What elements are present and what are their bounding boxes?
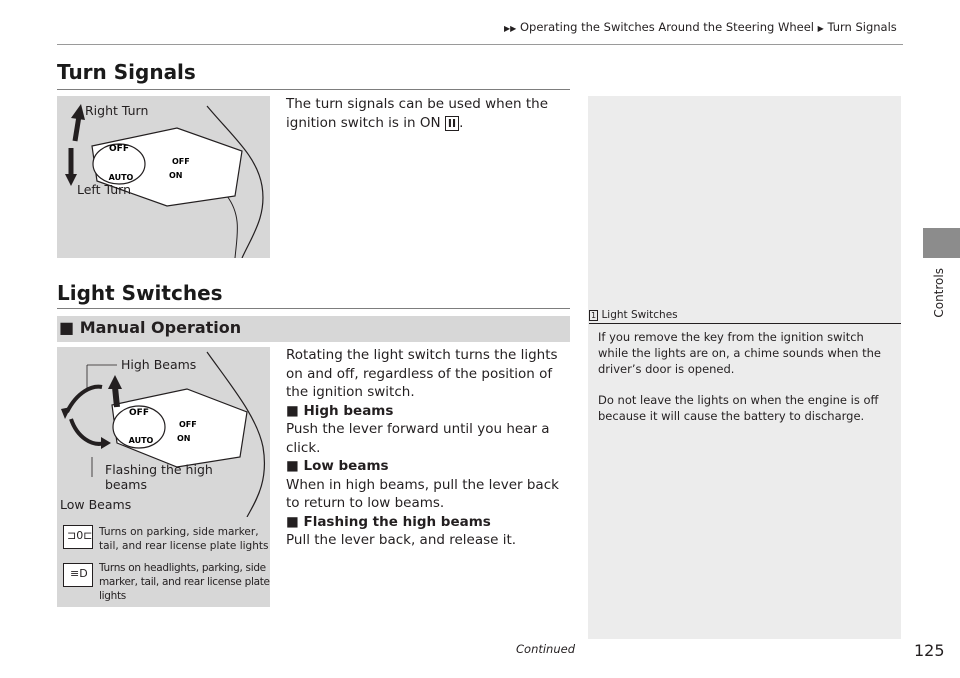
legend-parking-text: Turns on parking, side marker, tail, and rear license plate lights (99, 526, 269, 552)
turn-signal-lever-illustration (57, 96, 270, 258)
knob-label-off-2: OFF (179, 420, 197, 429)
note-para-2: Do not leave the lights on when the engine is off because it will cause the battery to discharge. (598, 393, 879, 423)
low-beams-heading: ■ Low beams (286, 458, 389, 474)
light-switches-body (286, 346, 571, 550)
arrow-down-icon (65, 174, 77, 186)
flashing-text: Pull the lever back, and release it. (286, 532, 517, 548)
light-switch-figure (57, 347, 270, 607)
section-rule (57, 308, 570, 309)
arrow-forward-icon (108, 375, 122, 389)
flashing-heading: ■ Flashing the high beams (286, 513, 491, 530)
note-para-1: If you remove the key from the ignition switch while the lights are on, a chime sounds when the driver’s door is opened. (598, 330, 881, 376)
turn-signals-body: The turn signals can be used when the ignition switch is in ON II . (286, 96, 549, 131)
breadcrumb-part2: Turn Signals (827, 20, 897, 34)
breadcrumb (504, 20, 897, 34)
header-rule (57, 44, 903, 45)
arrow-back-icon (101, 437, 111, 449)
knob-label-on: ON (169, 171, 183, 180)
label-low-beams: Low Beams (60, 497, 132, 512)
knob-label-auto: AUTO (108, 173, 134, 182)
label-left-turn: Left Turn (77, 182, 131, 197)
note-title: 1 Light Switches (591, 309, 678, 321)
note-rule (589, 323, 901, 324)
high-beams-heading: ■ High beams (286, 402, 394, 419)
knob-label-on: ON (177, 434, 191, 443)
arrow-up-icon (71, 104, 85, 120)
high-beams-text: Push the lever forward until you hear a click. (286, 421, 550, 456)
subsection-title: ■ Manual Operation (59, 318, 242, 337)
subsection-bar (57, 316, 570, 342)
label-high-beams: High Beams (121, 357, 197, 372)
knob-label-off-2: OFF (172, 157, 190, 166)
knob-label-off: OFF (109, 144, 129, 154)
light-switches-intro: Rotating the light switch turns the lights on and off, regardless of the position of the ignition switch. (286, 347, 558, 400)
section-title-light-switches: Light Switches (57, 281, 223, 305)
knob-label-auto: AUTO (128, 436, 154, 445)
side-tab (923, 228, 960, 258)
knob-label-off: OFF (129, 408, 149, 418)
note-icon: 1 (591, 311, 597, 320)
triangle-icon: ▶ (817, 24, 824, 33)
turn-signals-text: The turn signals can be used when the ignition switch is in ON (286, 96, 549, 131)
triangle-icon: ▶▶ (504, 24, 517, 33)
headlights-icon: ≡D (63, 563, 93, 587)
turn-signal-figure (57, 96, 270, 258)
section-rule (57, 89, 570, 90)
breadcrumb-part1: Operating the Switches Around the Steering Wheel (519, 20, 814, 34)
ignition-symbol: II (445, 116, 459, 131)
continued-label: Continued (516, 642, 576, 656)
low-beams-text: When in high beams, pull the lever back to return to low beams. (286, 476, 559, 511)
section-title-turn-signals: Turn Signals (57, 60, 196, 84)
curved-arrow-icon (61, 407, 71, 419)
legend-headlights-text: Turns on headlights, parking, side marker, tail, and rear license plate lights (99, 562, 270, 602)
parking-lights-icon: ⊐0⊏ (63, 525, 93, 549)
side-tab-label: Controls (932, 268, 946, 318)
page-number: 125 (914, 641, 945, 660)
label-flashing-high-beams: Flashing the high beams (105, 462, 213, 492)
label-right-turn: Right Turn (85, 103, 149, 118)
